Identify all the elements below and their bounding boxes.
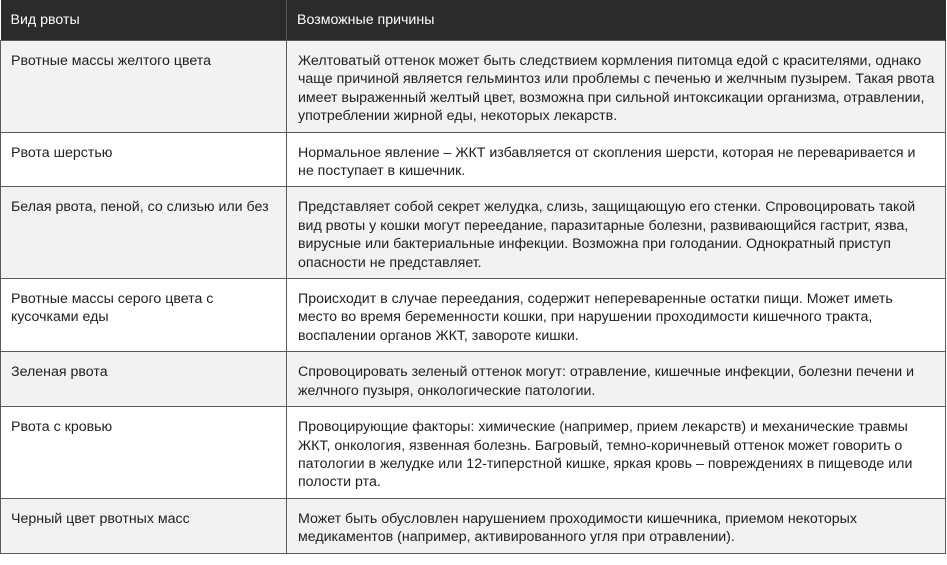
causes-cell: Может быть обусловлен нарушением проходимости кишечника, приемом некоторых медикаментов (например, активированного угля при отравлении). bbox=[287, 498, 946, 553]
table-row bbox=[1, 352, 946, 407]
header-possible-causes: Возможные причины bbox=[287, 0, 946, 41]
vomit-type-cell: Рвотные массы желтого цвета bbox=[1, 41, 287, 133]
causes-cell: Провоцирующие факторы: химические (например, прием лекарств) и механические травмы ЖКТ, онкология, язвенная болезнь. Багровый, темно-коричневый оттенок может говорить о патологии в желудке или 12-типерстной кишке, яркая кровь – повреждениях в пищеводе или полости рта. bbox=[287, 407, 946, 499]
vomit-type-cell: Черный цвет рвотных масс bbox=[1, 498, 287, 553]
causes-cell: Происходит в случае переедания, содержит непереваренные остатки пищи. Может иметь место во время беременности кошки, при нарушении проходимости кишечного тракта, воспалении органов ЖКТ, завороте кишки. bbox=[287, 279, 946, 352]
causes-cell: Нормальное явление – ЖКТ избавляется от скопления шерсти, которая не переваривается и не поступает в кишечник. bbox=[287, 132, 946, 187]
vomit-type-cell: Зеленая рвота bbox=[1, 352, 287, 407]
causes-cell: Представляет собой секрет желудка, слизь, защищающую его стенки. Спровоцировать такой вид рвоты у кошки могут переедание, паразитарные болезни, развивающийся гастрит, язва, вирусные или бактериальные инфекции. Возможна при голодании. Однократный приступ опасности не представляет. bbox=[287, 187, 946, 279]
vomit-type-cell: Рвотные массы серого цвета с кусочками еды bbox=[1, 279, 287, 352]
table-header-row bbox=[1, 0, 946, 41]
table-row bbox=[1, 407, 946, 499]
causes-cell: Спровоцировать зеленый оттенок могут: отравление, кишечные инфекции, болезни печени и желчного пузыря, онкологические патологии. bbox=[287, 352, 946, 407]
vomit-type-cell: Белая рвота, пеной, со слизью или без bbox=[1, 187, 287, 279]
table-row bbox=[1, 279, 946, 352]
vomit-type-cell: Рвота шерстью bbox=[1, 132, 287, 187]
table-row bbox=[1, 132, 946, 187]
vomit-type-cell: Рвота с кровью bbox=[1, 407, 287, 499]
causes-cell: Желтоватый оттенок может быть следствием кормления питомца едой с красителями, однако чаще причиной является гельминтоз или проблемы с печенью и желчным пузырем. Такая рвота имеет выраженный желтый цвет, возможна при сильной интоксикации организма, отравлении, употреблении жирной еды, некоторых лекарств. bbox=[287, 41, 946, 133]
table-row bbox=[1, 187, 946, 279]
table-row bbox=[1, 498, 946, 553]
table-row bbox=[1, 41, 946, 133]
header-vomit-type: Вид рвоты bbox=[1, 0, 287, 41]
